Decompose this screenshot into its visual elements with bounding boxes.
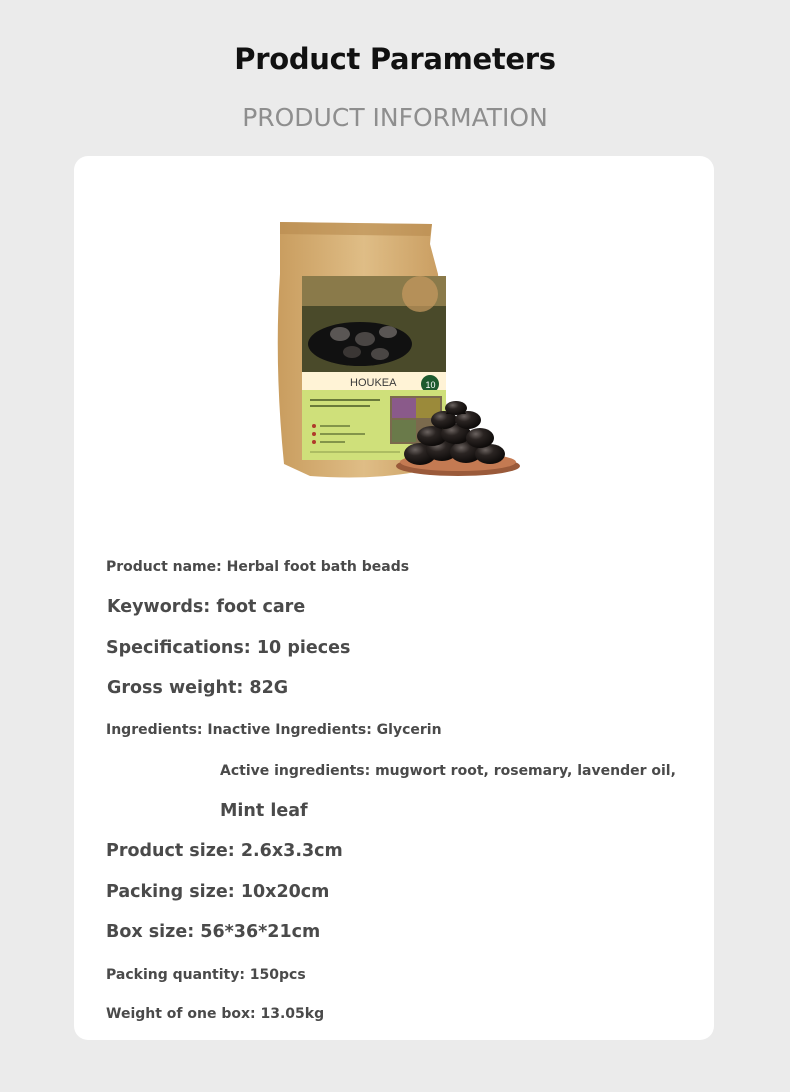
param-packing-size: Packing size: 10x20cm	[106, 882, 330, 902]
param-box-size: Box size: 56*36*21cm	[106, 922, 321, 942]
param-packing-quantity: Packing quantity: 150pcs	[106, 967, 306, 983]
param-ingredients-inactive: Ingredients: Inactive Ingredients: Glycerin	[106, 722, 442, 738]
param-specifications: Specifications: 10 pieces	[106, 638, 351, 658]
param-ingredients-active-cont: Mint leaf	[220, 801, 308, 821]
param-gross-weight: Gross weight: 82G	[107, 678, 289, 698]
param-product-size: Product size: 2.6x3.3cm	[106, 841, 343, 861]
param-product-name: Product name: Herbal foot bath beads	[106, 559, 410, 575]
page-title: Product Parameters	[234, 42, 556, 76]
count-badge: 10	[425, 380, 436, 390]
product-image	[270, 214, 524, 484]
param-box-weight: Weight of one box: 13.05kg	[106, 1006, 325, 1022]
brand-label: HOUKEA	[350, 377, 397, 389]
page-subtitle: PRODUCT INFORMATION	[242, 103, 548, 132]
param-keywords: Keywords: foot care	[107, 597, 306, 617]
param-ingredients-active: Active ingredients: mugwort root, rosemary, lavender oil,	[220, 763, 676, 779]
